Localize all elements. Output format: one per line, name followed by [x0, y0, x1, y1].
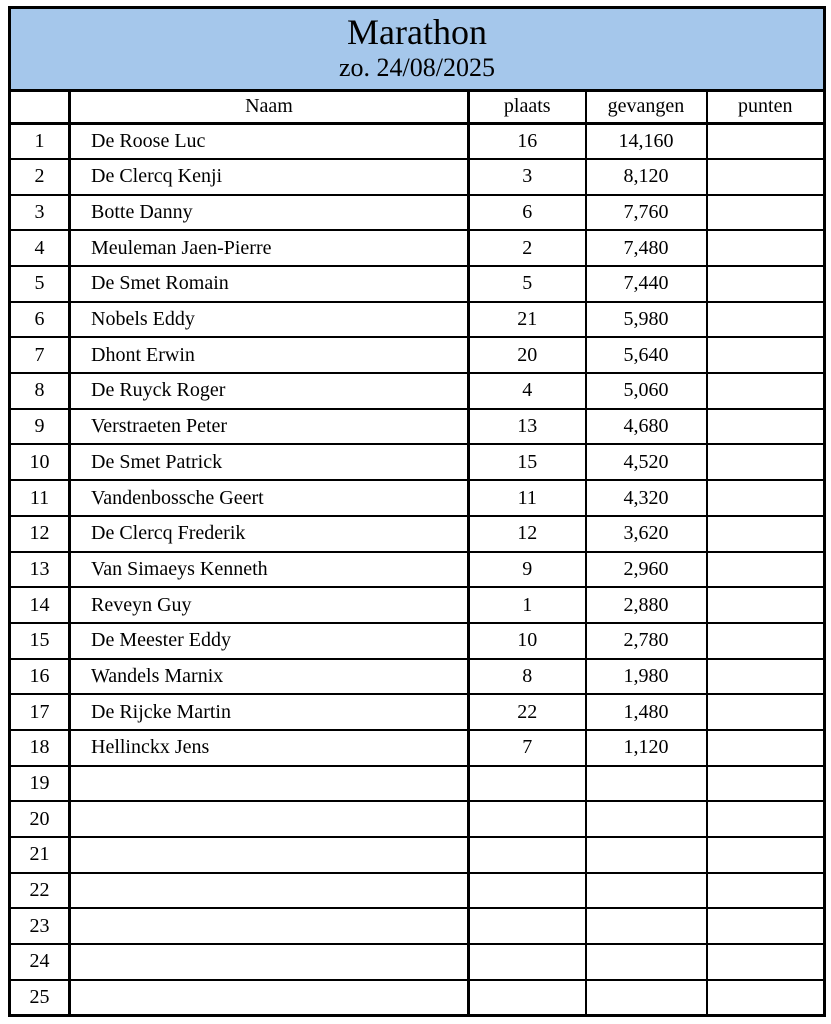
plaats-cell: 20 — [469, 337, 586, 373]
punten-cell — [707, 409, 825, 445]
rank-cell: 25 — [10, 980, 70, 1016]
table-row — [10, 159, 825, 195]
table-row — [10, 195, 825, 231]
plaats-cell: 3 — [469, 159, 586, 195]
gevangen-cell: 2,960 — [586, 552, 707, 588]
punten-cell — [707, 337, 825, 373]
gevangen-cell: 1,120 — [586, 730, 707, 766]
title-block — [10, 8, 825, 91]
table-row — [10, 766, 825, 802]
gevangen-cell: 7,440 — [586, 266, 707, 302]
punten-cell — [707, 480, 825, 516]
rank-cell: 12 — [10, 516, 70, 552]
gevangen-cell: 4,520 — [586, 444, 707, 480]
title-row — [10, 8, 825, 91]
name-cell — [70, 801, 469, 837]
plaats-cell: 4 — [469, 373, 586, 409]
table-row — [10, 444, 825, 480]
name-cell: Wandels Marnix — [70, 659, 469, 695]
gevangen-cell: 8,120 — [586, 159, 707, 195]
gevangen-cell: 5,640 — [586, 337, 707, 373]
name-cell: De Rijcke Martin — [70, 694, 469, 730]
rank-cell: 3 — [10, 195, 70, 231]
table-row — [10, 516, 825, 552]
gevangen-cell — [586, 980, 707, 1016]
punten-cell — [707, 230, 825, 266]
col-header-naam: Naam — [70, 90, 469, 123]
table-row — [10, 230, 825, 266]
table-row — [10, 552, 825, 588]
name-cell — [70, 766, 469, 802]
name-cell: De Clercq Kenji — [70, 159, 469, 195]
plaats-cell: 7 — [469, 730, 586, 766]
punten-cell — [707, 373, 825, 409]
plaats-cell: 15 — [469, 444, 586, 480]
table-row — [10, 409, 825, 445]
page-title: Marathon — [347, 12, 487, 52]
col-header-punten: punten — [707, 90, 825, 123]
table-row — [10, 302, 825, 338]
rank-cell: 19 — [10, 766, 70, 802]
table-row — [10, 944, 825, 980]
punten-cell — [707, 302, 825, 338]
punten-cell — [707, 730, 825, 766]
table-row — [10, 694, 825, 730]
punten-cell — [707, 980, 825, 1016]
name-cell: De Smet Patrick — [70, 444, 469, 480]
plaats-cell: 13 — [469, 409, 586, 445]
table-row — [10, 123, 825, 159]
table-row — [10, 373, 825, 409]
gevangen-cell — [586, 908, 707, 944]
plaats-cell: 21 — [469, 302, 586, 338]
name-cell: Vandenbossche Geert — [70, 480, 469, 516]
col-header-rank — [10, 90, 70, 123]
rank-cell: 17 — [10, 694, 70, 730]
table-row — [10, 337, 825, 373]
punten-cell — [707, 195, 825, 231]
results-table — [8, 6, 826, 1017]
table-row — [10, 623, 825, 659]
gevangen-cell — [586, 873, 707, 909]
gevangen-cell — [586, 801, 707, 837]
name-cell — [70, 873, 469, 909]
punten-cell — [707, 552, 825, 588]
table-row — [10, 908, 825, 944]
punten-cell — [707, 444, 825, 480]
plaats-cell — [469, 873, 586, 909]
name-cell: Dhont Erwin — [70, 337, 469, 373]
gevangen-cell: 7,760 — [586, 195, 707, 231]
rank-cell: 24 — [10, 944, 70, 980]
plaats-cell: 12 — [469, 516, 586, 552]
plaats-cell — [469, 944, 586, 980]
rank-cell: 4 — [10, 230, 70, 266]
gevangen-cell: 5,980 — [586, 302, 707, 338]
name-cell: De Smet Romain — [70, 266, 469, 302]
gevangen-cell: 4,320 — [586, 480, 707, 516]
table-row — [10, 659, 825, 695]
rank-cell: 5 — [10, 266, 70, 302]
rank-cell: 8 — [10, 373, 70, 409]
punten-cell — [707, 587, 825, 623]
rank-cell: 16 — [10, 659, 70, 695]
table-row — [10, 801, 825, 837]
results-body — [10, 123, 825, 1015]
plaats-cell: 6 — [469, 195, 586, 231]
name-cell — [70, 944, 469, 980]
punten-cell — [707, 659, 825, 695]
plaats-cell: 9 — [469, 552, 586, 588]
table-row — [10, 480, 825, 516]
plaats-cell — [469, 766, 586, 802]
name-cell: Hellinckx Jens — [70, 730, 469, 766]
plaats-cell — [469, 801, 586, 837]
gevangen-cell — [586, 766, 707, 802]
gevangen-cell: 1,480 — [586, 694, 707, 730]
column-header-row — [10, 90, 825, 123]
plaats-cell: 11 — [469, 480, 586, 516]
table-row — [10, 980, 825, 1016]
name-cell: Nobels Eddy — [70, 302, 469, 338]
rank-cell: 11 — [10, 480, 70, 516]
name-cell: Reveyn Guy — [70, 587, 469, 623]
name-cell: De Clercq Frederik — [70, 516, 469, 552]
event-date: zo. 24/08/2025 — [339, 53, 495, 83]
punten-cell — [707, 159, 825, 195]
punten-cell — [707, 123, 825, 159]
name-cell: Van Simaeys Kenneth — [70, 552, 469, 588]
rank-cell: 20 — [10, 801, 70, 837]
punten-cell — [707, 516, 825, 552]
gevangen-cell: 14,160 — [586, 123, 707, 159]
rank-cell: 7 — [10, 337, 70, 373]
table-row — [10, 266, 825, 302]
plaats-cell: 16 — [469, 123, 586, 159]
plaats-cell — [469, 908, 586, 944]
name-cell: De Ruyck Roger — [70, 373, 469, 409]
plaats-cell: 5 — [469, 266, 586, 302]
punten-cell — [707, 623, 825, 659]
gevangen-cell: 1,980 — [586, 659, 707, 695]
rank-cell: 21 — [10, 837, 70, 873]
gevangen-cell: 5,060 — [586, 373, 707, 409]
name-cell: Meuleman Jaen-Pierre — [70, 230, 469, 266]
rank-cell: 15 — [10, 623, 70, 659]
plaats-cell: 8 — [469, 659, 586, 695]
name-cell — [70, 980, 469, 1016]
col-header-gevangen: gevangen — [586, 90, 707, 123]
plaats-cell: 1 — [469, 587, 586, 623]
rank-cell: 1 — [10, 123, 70, 159]
plaats-cell — [469, 837, 586, 873]
plaats-cell: 22 — [469, 694, 586, 730]
name-cell — [70, 908, 469, 944]
gevangen-cell — [586, 837, 707, 873]
name-cell: De Meester Eddy — [70, 623, 469, 659]
name-cell — [70, 837, 469, 873]
punten-cell — [707, 766, 825, 802]
plaats-cell: 2 — [469, 230, 586, 266]
punten-cell — [707, 944, 825, 980]
rank-cell: 6 — [10, 302, 70, 338]
plaats-cell: 10 — [469, 623, 586, 659]
rank-cell: 10 — [10, 444, 70, 480]
punten-cell — [707, 873, 825, 909]
rank-cell: 13 — [10, 552, 70, 588]
gevangen-cell — [586, 944, 707, 980]
rank-cell: 23 — [10, 908, 70, 944]
name-cell: Botte Danny — [70, 195, 469, 231]
punten-cell — [707, 908, 825, 944]
punten-cell — [707, 837, 825, 873]
gevangen-cell: 2,780 — [586, 623, 707, 659]
col-header-plaats: plaats — [469, 90, 586, 123]
name-cell: De Roose Luc — [70, 123, 469, 159]
punten-cell — [707, 801, 825, 837]
rank-cell: 22 — [10, 873, 70, 909]
gevangen-cell: 4,680 — [586, 409, 707, 445]
table-row — [10, 730, 825, 766]
punten-cell — [707, 266, 825, 302]
plaats-cell — [469, 980, 586, 1016]
rank-cell: 18 — [10, 730, 70, 766]
punten-cell — [707, 694, 825, 730]
table-row — [10, 587, 825, 623]
gevangen-cell: 3,620 — [586, 516, 707, 552]
gevangen-cell: 2,880 — [586, 587, 707, 623]
table-row — [10, 873, 825, 909]
rank-cell: 9 — [10, 409, 70, 445]
rank-cell: 14 — [10, 587, 70, 623]
table-row — [10, 837, 825, 873]
name-cell: Verstraeten Peter — [70, 409, 469, 445]
gevangen-cell: 7,480 — [586, 230, 707, 266]
rank-cell: 2 — [10, 159, 70, 195]
